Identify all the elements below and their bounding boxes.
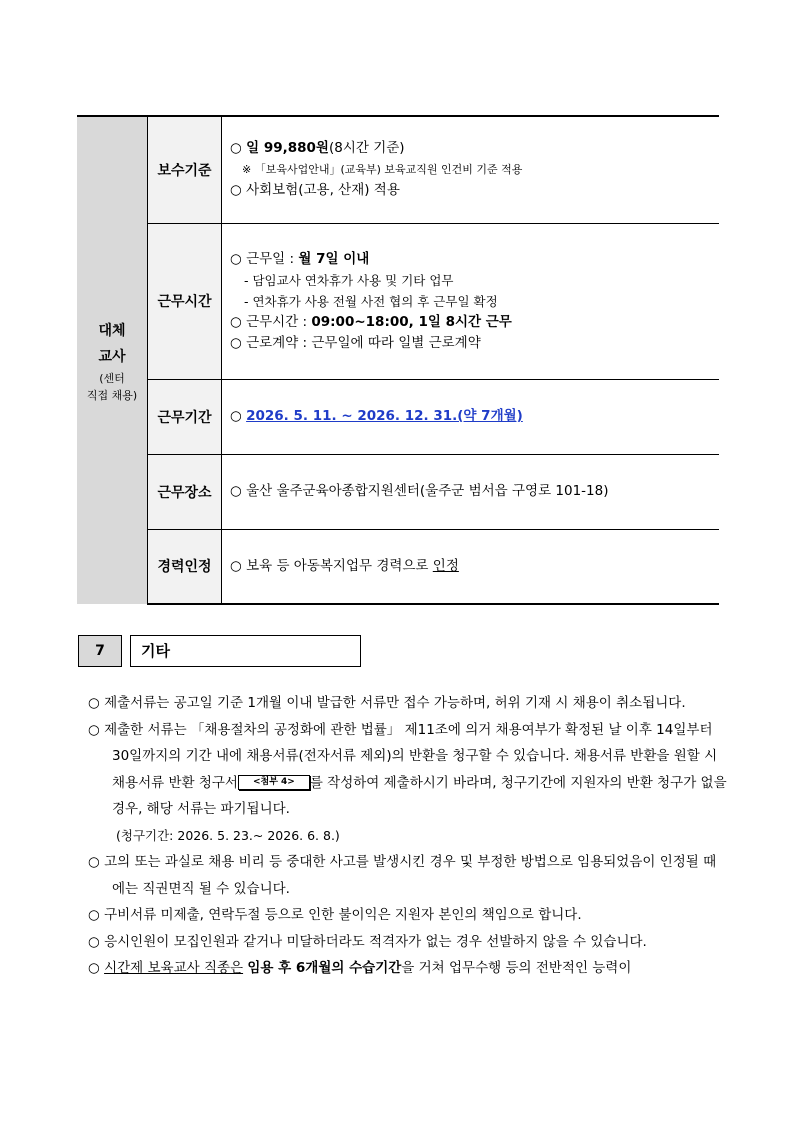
category-sub-1: (센터 [99,371,125,385]
list-item: ○ 응시인원이 모집인원과 같거나 미달하더라도 적격자가 없는 경우 선발하지 않을 수 있습니다. [88,933,647,950]
career-underlined: 인정 [432,557,459,574]
row-label-period: 근무기간 [148,379,222,454]
list-item: ○ 구비서류 미제출, 연락두절 등으로 인한 불이익은 지원자 본인의 책임으로 합니다. [88,907,582,923]
career-text: ○ 보육 등 아동복지업무 경력으로 [230,557,433,574]
probation-period: 임용 후 6개월의 수습기간 [247,960,402,976]
row-content-hours [222,223,720,379]
recruitment-table [77,115,719,605]
pay-amount: 일 99,880원 [246,140,329,157]
notes-list [88,690,728,982]
hours-sub-1: - 담임교사 연차휴가 사용 및 기타 업무 [244,272,454,288]
row-label-hours: 근무시간 [148,223,222,379]
bullet: ○ [230,408,247,424]
list-item: ○ 고의 또는 과실로 채용 비리 등 중대한 사고를 발생시킨 경우 및 부정한 방법으로 임용되었음이 인정될 때에는 직권면직 될 수 있습니다. [88,854,717,897]
row-label-career: 경력인정 [148,529,222,604]
section-number: 7 [78,635,122,667]
claim-period: (청구기간: 2026. 5. 23.~ 2026. 6. 8.) [116,827,340,843]
row-label-pay: 보수기준 [148,116,222,223]
list-item [88,955,728,982]
return-text-cont: 를 작성하여 제출하시기 바라며, 청구기간에 지원자의 반환 청구가 없을 경우, 해당 서류는 파기됩니다. [112,774,727,817]
pay-basis: (8시간 기준) [328,140,405,157]
section-title: 기타 [130,635,361,667]
category-title-1: 대체 [98,322,126,339]
row-label-place: 근무장소 [148,454,222,529]
hours-sub-2: - 연차휴가 사용 전월 사전 협의 후 근무일 확정 [244,293,498,309]
row-content-place: ○ 울산 울주군육아종합지원센터(울주군 범서읍 구영로 101-18) [222,454,720,529]
period-link[interactable]: 2026. 5. 11. ~ 2026. 12. 31.(약 7개월) [246,408,523,424]
probation-subject: 시간제 보육교사 직종은 [104,960,244,976]
workday-prefix: ○ 근무일 : [230,250,299,267]
attachment-badge: <첨부 4> [238,775,310,790]
contract-line: ○ 근로계약 : 근무일에 따라 일별 근로계약 [230,334,481,351]
list-item [88,717,728,823]
pay-note: ※ 「보육사업안내」(교육부) 보육교직원 인건비 기준 적용 [242,163,523,177]
row-content-period [222,379,720,454]
bullet: ○ [230,140,247,157]
list-item: ○ 제출서류는 공고일 기준 1개월 이내 발급한 서류만 접수 가능하며, 허위 기재 시 채용이 취소됩니다. [88,695,686,711]
category-title-2: 교사 [98,348,126,365]
return-text: ○ 제출한 서류는 「채용절차의 공정화에 관한 법률」 제11조에 의거 채용여부가 확정된 날 이후 14일부터 30일까지의 기간 내에 채용서류(전자서류 제외)의 반환을 청구할 수 있습니다. 채용서류 반환을 원할 시 채용서류 반환 청구서 [88,721,718,791]
row-content-pay [222,116,720,223]
bullet: ○ [88,960,105,976]
row-content-career [222,529,720,604]
category-cell [77,116,148,604]
category-sub-2: 직접 채용) [86,388,138,402]
worktime-value: 09:00~18:00, 1일 8시간 근무 [311,313,512,330]
insurance-line: ○ 사회보험(고용, 산재) 적용 [230,182,400,199]
workday-value: 월 7일 이내 [298,250,370,267]
probation-rest: 을 거쳐 업무수행 등의 전반적인 능력이 [401,960,632,976]
worktime-prefix: ○ 근무시간 : [230,313,312,330]
